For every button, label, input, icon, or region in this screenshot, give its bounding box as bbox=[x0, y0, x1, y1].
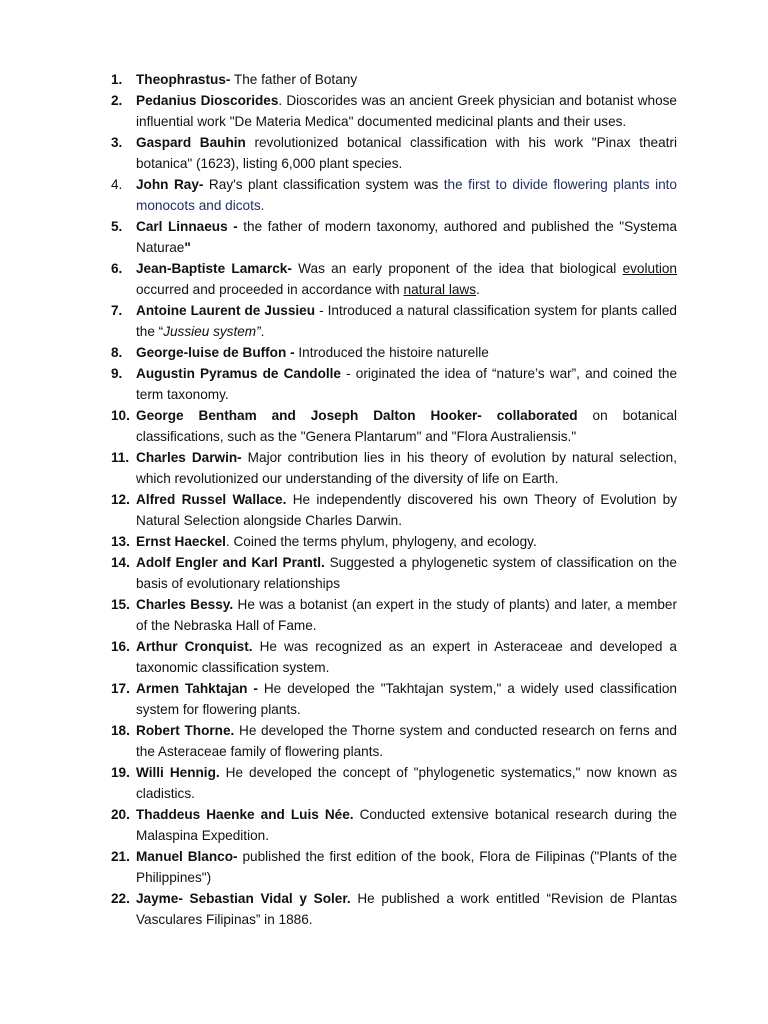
list-item bbox=[111, 531, 677, 552]
person-name: John Ray- bbox=[136, 177, 204, 192]
item-number: 5. bbox=[111, 219, 123, 234]
list-item bbox=[111, 720, 677, 762]
item-text: He was a botanist (an expert in the study of plants) and later, a member of the Nebraska Hall of Fame. bbox=[136, 597, 677, 633]
person-name: Ernst Haeckel bbox=[136, 534, 226, 549]
item-text: . bbox=[260, 324, 265, 339]
list-item bbox=[111, 405, 677, 447]
person-name: Willi Hennig. bbox=[136, 765, 220, 780]
list-item bbox=[111, 363, 677, 405]
item-number: 13. bbox=[111, 534, 130, 549]
person-name: George Bentham and Joseph Dalton Hooker- collaborated bbox=[136, 408, 578, 423]
item-text: - originated the idea of “nature’s war”, and coined the term taxonomy. bbox=[136, 366, 678, 402]
list-item bbox=[111, 216, 677, 258]
person-name: Manuel Blanco- bbox=[136, 849, 238, 864]
list-item bbox=[111, 174, 677, 216]
list-item bbox=[111, 90, 677, 132]
list-item bbox=[111, 489, 677, 531]
item-text: - Introduced a natural classification system for plants called the “ bbox=[136, 303, 677, 339]
person-name: Augustin Pyramus de Candolle bbox=[136, 366, 341, 381]
item-number: 7. bbox=[111, 303, 123, 318]
item-number: 11. bbox=[111, 450, 130, 465]
item-number: 20. bbox=[111, 807, 130, 822]
item-trailing-quote: " bbox=[184, 240, 191, 255]
item-text: The father of Botany bbox=[230, 72, 358, 87]
item-text: Was an early proponent of the idea that biological bbox=[291, 261, 623, 276]
list-item bbox=[111, 804, 677, 846]
item-text: Introduced the histoire naturelle bbox=[294, 345, 489, 360]
list-item bbox=[111, 258, 677, 300]
list-item bbox=[111, 762, 677, 804]
person-name: Pedanius Dioscorides bbox=[136, 93, 279, 108]
list-item bbox=[111, 678, 677, 720]
person-name: George-luise de Buffon - bbox=[136, 345, 295, 360]
item-text: He developed the Thorne system and conducted research on ferns and the Asteraceae family of flowering plants. bbox=[136, 723, 677, 759]
item-number: 2. bbox=[111, 93, 123, 108]
item-text: revolutionized botanical classification with his work "Pinax theatri botanica" (1623), listing 6,000 plant species. bbox=[136, 135, 677, 171]
item-text: . Coined the terms phylum, phylogeny, and ecology. bbox=[225, 534, 537, 549]
person-name: Alfred Russel Wallace. bbox=[136, 492, 287, 507]
botanists-list bbox=[111, 69, 677, 930]
item-text: He independently discovered his own Theory of Evolution by Natural Selection alongside Charles Darwin. bbox=[136, 492, 677, 528]
person-name: Theophrastus- bbox=[136, 72, 231, 87]
item-number: 8. bbox=[111, 345, 123, 360]
item-number: 21. bbox=[111, 849, 130, 864]
item-number: 12. bbox=[111, 492, 130, 507]
list-item bbox=[111, 552, 677, 594]
item-text: Major contribution lies in his theory of evolution by natural selection, which revolutionized our understanding of the diversity of life on Earth. bbox=[136, 450, 677, 486]
item-italic-text: Jussieu system” bbox=[163, 324, 261, 339]
person-name: Charles Darwin- bbox=[136, 450, 242, 465]
item-text: . bbox=[476, 282, 480, 297]
item-text: He developed the "Takhtajan system," a widely used classification system for flowering plants. bbox=[136, 681, 677, 717]
person-name: Carl Linnaeus - bbox=[136, 219, 238, 234]
person-name: Antoine Laurent de Jussieu bbox=[136, 303, 316, 318]
list-item bbox=[111, 300, 677, 342]
person-name: Armen Tahktajan - bbox=[136, 681, 258, 696]
person-name: Arthur Cronquist. bbox=[136, 639, 253, 654]
evolution-link[interactable]: evolution bbox=[622, 261, 677, 276]
item-number: 19. bbox=[111, 765, 130, 780]
item-text: He was recognized as an expert in Asteraceae and developed a taxonomic classification system. bbox=[136, 639, 677, 675]
list-item bbox=[111, 447, 677, 489]
item-number: 9. bbox=[111, 366, 123, 381]
list-item bbox=[111, 888, 677, 930]
item-text: occurred and proceeded in accordance with bbox=[136, 282, 404, 297]
item-number: 22. bbox=[111, 891, 130, 906]
item-text: on botanical classifications, such as the "Genera Plantarum" and "Flora Australiensis." bbox=[136, 408, 677, 444]
person-name: Jayme- Sebastian Vidal y Soler. bbox=[136, 891, 351, 906]
item-text: He developed the concept of "phylogenetic systematics," now known as cladistics. bbox=[136, 765, 677, 801]
item-number: 17. bbox=[111, 681, 130, 696]
person-name: Jean-Baptiste Lamarck- bbox=[136, 261, 292, 276]
natural-laws-link[interactable]: natural laws bbox=[403, 282, 477, 297]
item-number: 4. bbox=[111, 177, 123, 192]
item-text: Suggested a phylogenetic system of classification on the basis of evolutionary relationships bbox=[136, 555, 677, 591]
item-text: . Dioscorides was an ancient Greek physician and botanist whose influential work "De Materia Medica" documented medicinal plants and their uses. bbox=[136, 93, 677, 129]
person-name: Gaspard Bauhin bbox=[136, 135, 246, 150]
item-text: Conducted extensive botanical research during the Malaspina Expedition. bbox=[136, 807, 677, 843]
item-number: 3. bbox=[111, 135, 123, 150]
person-name: Charles Bessy. bbox=[136, 597, 234, 612]
list-item bbox=[111, 594, 677, 636]
item-number: 14. bbox=[111, 555, 130, 570]
person-name: Adolf Engler and Karl Prantl. bbox=[136, 555, 325, 570]
person-name: Robert Thorne. bbox=[136, 723, 235, 738]
item-text: published the first edition of the book, Flora de Filipinas ("Plants of the Philippines") bbox=[136, 849, 678, 885]
person-name: Thaddeus Haenke and Luis Née. bbox=[136, 807, 354, 822]
item-number: 16. bbox=[111, 639, 130, 654]
list-item bbox=[111, 132, 677, 174]
item-text-highlight: the first to divide flowering plants into monocots and dicots. bbox=[136, 177, 677, 213]
item-number: 10. bbox=[111, 408, 130, 423]
list-item bbox=[111, 636, 677, 678]
item-number: 6. bbox=[111, 261, 123, 276]
item-text: the father of modern taxonomy, authored and published the "Systema Naturae bbox=[136, 219, 677, 255]
item-number: 15. bbox=[111, 597, 130, 612]
item-number: 18. bbox=[111, 723, 130, 738]
item-text: Ray's plant classification system was bbox=[203, 177, 444, 192]
list-item bbox=[111, 342, 677, 363]
list-item bbox=[111, 69, 677, 90]
item-text: He published a work entitled “Revision de Plantas Vasculares Filipinas” in 1886. bbox=[136, 891, 677, 927]
list-item bbox=[111, 846, 677, 888]
item-number: 1. bbox=[111, 72, 123, 87]
